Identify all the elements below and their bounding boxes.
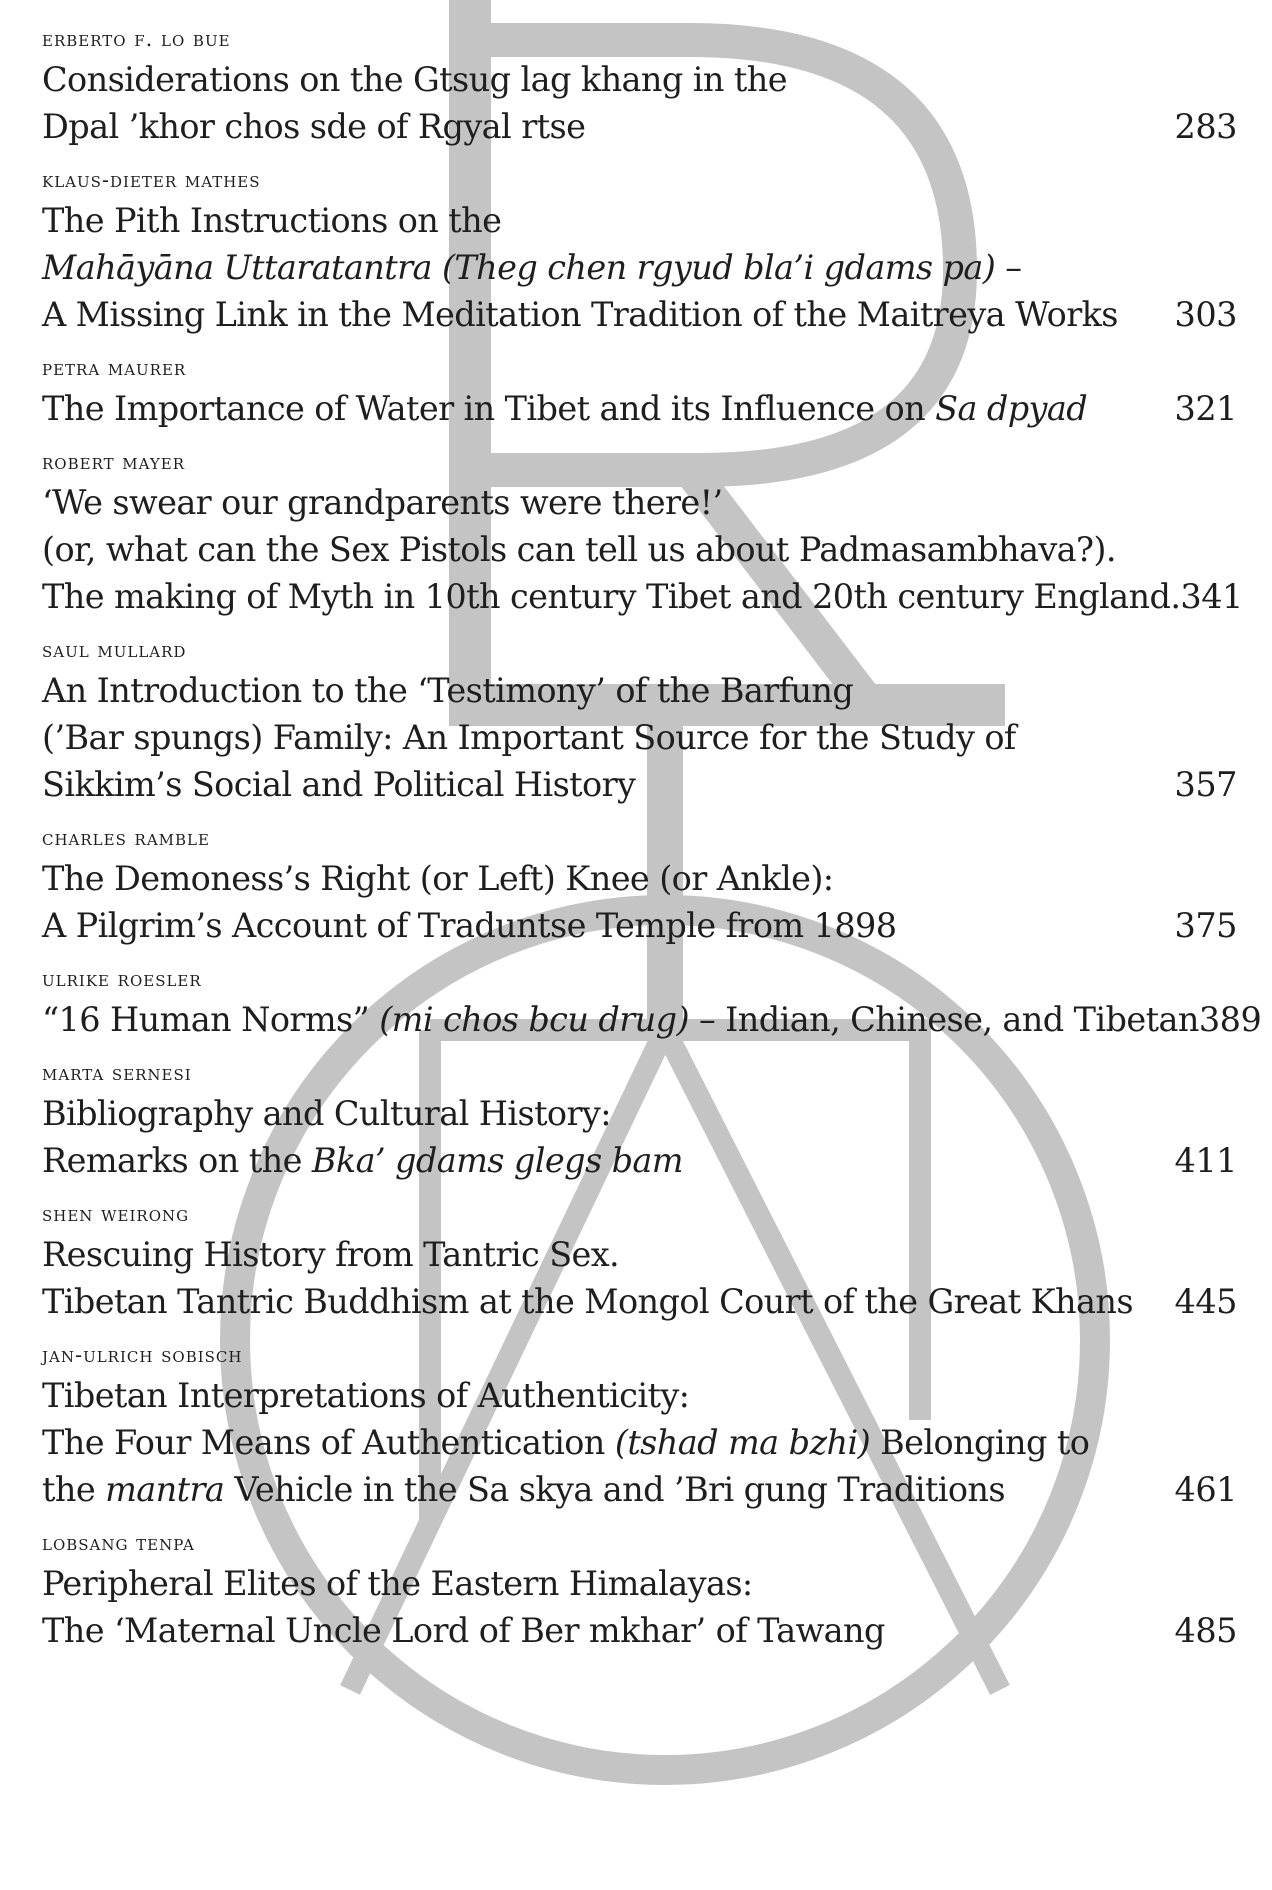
entry-title bbox=[42, 996, 1199, 1043]
entry-title-line bbox=[42, 1372, 1089, 1419]
entry-author: charles ramble bbox=[42, 826, 210, 850]
entry-title-row bbox=[42, 855, 1237, 949]
entry-author: marta sernesi bbox=[42, 1061, 192, 1085]
entry-author: shen weirong bbox=[42, 1202, 190, 1226]
title-segment: A Pilgrim’s Account of Traduntse Temple from 1898 bbox=[42, 906, 897, 945]
title-italic-segment: Mahāyāna Uttaratantra (Theg chen rgyud bla’i gdams pa) bbox=[42, 248, 996, 287]
title-italic-segment: Sa dpyad bbox=[935, 389, 1088, 428]
title-segment: Bibliography and Cultural History: bbox=[42, 1094, 611, 1133]
toc-entry bbox=[42, 22, 1237, 150]
entry-title-line bbox=[42, 902, 896, 949]
title-italic-segment: Bka’ gdams glegs bam bbox=[311, 1141, 683, 1180]
title-segment: ‘We swear our grandparents were there!’ bbox=[42, 483, 723, 522]
entry-title-line bbox=[42, 244, 1118, 291]
entry-page-number: 445 bbox=[1174, 1282, 1237, 1321]
toc-entry bbox=[42, 163, 1237, 338]
entry-author: robert mayer bbox=[42, 450, 186, 474]
title-segment: (’Bar spungs) Family: An Important Source for the Study of bbox=[42, 718, 1016, 757]
entry-page-number: 357 bbox=[1174, 765, 1237, 804]
title-segment: A Missing Link in the Meditation Tradition of the Maitreya Works bbox=[42, 295, 1118, 334]
entry-title-line bbox=[42, 573, 1180, 620]
title-segment: The ‘Maternal Uncle Lord of Ber mkhar’ of Tawang bbox=[42, 1611, 885, 1650]
entry-title-row bbox=[42, 385, 1237, 432]
entry-title-line bbox=[42, 1090, 683, 1137]
toc-entry bbox=[42, 962, 1262, 1043]
title-segment: Peripheral Elites of the Eastern Himalayas: bbox=[42, 1564, 753, 1603]
title-segment: – bbox=[995, 248, 1022, 287]
title-segment: “16 Human Norms” bbox=[42, 1000, 380, 1039]
entry-page-number: 283 bbox=[1174, 107, 1237, 146]
title-segment: Rescuing History from Tantric Sex. bbox=[42, 1235, 620, 1274]
entry-title-line bbox=[42, 479, 1180, 526]
entry-author: lobsang tenpa bbox=[42, 1531, 195, 1555]
title-segment: The Pith Instructions on the bbox=[42, 201, 502, 240]
entry-title-line bbox=[42, 1231, 1133, 1278]
toc-entry bbox=[42, 1338, 1237, 1513]
entry-title-row bbox=[42, 1231, 1237, 1325]
entry-title-line bbox=[42, 855, 896, 902]
toc-entry bbox=[42, 1526, 1237, 1654]
entry-page-number: 375 bbox=[1174, 906, 1237, 945]
table-of-contents bbox=[42, 22, 1262, 1667]
entry-title bbox=[42, 385, 1087, 432]
entry-title-line bbox=[42, 103, 787, 150]
entry-author: saul mullard bbox=[42, 638, 187, 662]
entry-author: ulrike roesler bbox=[42, 967, 202, 991]
toc-entry bbox=[42, 1197, 1237, 1325]
entry-title-row bbox=[42, 667, 1237, 808]
entry-title bbox=[42, 479, 1180, 620]
entry-title-row bbox=[42, 1090, 1237, 1184]
entry-title-line bbox=[42, 667, 1016, 714]
title-italic-segment: (mi chos bcu drug) bbox=[379, 1000, 689, 1039]
entry-author: petra maurer bbox=[42, 356, 187, 380]
entry-title-row bbox=[42, 1560, 1237, 1654]
entry-title bbox=[42, 197, 1118, 338]
entry-title-line bbox=[42, 1560, 885, 1607]
entry-title bbox=[42, 1560, 885, 1654]
entry-page-number: 321 bbox=[1174, 389, 1237, 428]
entry-author: jan-ulrich sobisch bbox=[42, 1343, 243, 1367]
entry-page-number: 461 bbox=[1174, 1470, 1237, 1509]
entry-title-line bbox=[42, 56, 787, 103]
entry-title-row bbox=[42, 56, 1237, 150]
entry-title-line bbox=[42, 385, 1087, 432]
title-segment: – Indian, Chinese, and Tibetan bbox=[688, 1000, 1199, 1039]
entry-title-line bbox=[42, 1137, 683, 1184]
title-segment: Tibetan Tantric Buddhism at the Mongol Court of the Great Khans bbox=[42, 1282, 1133, 1321]
entry-page-number: 411 bbox=[1174, 1141, 1237, 1180]
title-segment: The making of Myth in 10th century Tibet and 20th century England. bbox=[42, 577, 1181, 616]
entry-title bbox=[42, 667, 1016, 808]
entry-title bbox=[42, 855, 896, 949]
entry-title bbox=[42, 1372, 1089, 1513]
entry-title-line bbox=[42, 1466, 1089, 1513]
title-italic-segment: mantra bbox=[105, 1470, 225, 1509]
toc-entry bbox=[42, 351, 1237, 432]
entry-title-line bbox=[42, 996, 1199, 1043]
entry-title-row bbox=[42, 996, 1262, 1043]
entry-author: klaus-dieter mathes bbox=[42, 168, 261, 192]
title-segment: (or, what can the Sex Pistols can tell us about Padmasambhava?). bbox=[42, 530, 1116, 569]
title-segment: Remarks on the bbox=[42, 1141, 312, 1180]
title-segment: Belonging to bbox=[870, 1423, 1090, 1462]
entry-title-line bbox=[42, 291, 1118, 338]
title-segment: An Introduction to the ‘Testimony’ of the Barfung bbox=[42, 671, 854, 710]
entry-title-line bbox=[42, 1419, 1089, 1466]
entry-author: erberto f. lo bue bbox=[42, 27, 231, 51]
title-segment: Tibetan Interpretations of Authenticity: bbox=[42, 1376, 690, 1415]
entry-title-line bbox=[42, 1607, 885, 1654]
entry-title-line bbox=[42, 197, 1118, 244]
entry-title-row bbox=[42, 197, 1237, 338]
title-segment: Vehicle in the Sa skya and ’Bri gung Traditions bbox=[224, 1470, 1005, 1509]
toc-entry bbox=[42, 445, 1243, 620]
entry-title-line bbox=[42, 714, 1016, 761]
entry-title-line bbox=[42, 526, 1180, 573]
entry-title bbox=[42, 1231, 1133, 1325]
title-segment: Considerations on the Gtsug lag khang in the bbox=[42, 60, 787, 99]
title-segment: The Demoness’s Right (or Left) Knee (or Ankle): bbox=[42, 859, 834, 898]
entry-page-number: 485 bbox=[1174, 1611, 1237, 1650]
entry-title bbox=[42, 56, 787, 150]
title-italic-segment: (tshad ma bzhi) bbox=[614, 1423, 871, 1462]
entry-page-number: 389 bbox=[1198, 1000, 1262, 1039]
title-segment: The Four Means of Authentication bbox=[42, 1423, 615, 1462]
entry-page-number: 303 bbox=[1174, 295, 1237, 334]
entry-title bbox=[42, 1090, 683, 1184]
title-segment: Dpal ’khor chos sde of Rgyal rtse bbox=[42, 107, 586, 146]
title-segment: The Importance of Water in Tibet and its Influence on bbox=[42, 389, 936, 428]
entry-title-row bbox=[42, 479, 1243, 620]
toc-entry bbox=[42, 633, 1237, 808]
title-segment: the bbox=[42, 1470, 106, 1509]
toc-entry bbox=[42, 821, 1237, 949]
entry-title-line bbox=[42, 761, 1016, 808]
title-segment: Sikkim’s Social and Political History bbox=[42, 765, 636, 804]
entry-title-row bbox=[42, 1372, 1237, 1513]
entry-title-line bbox=[42, 1278, 1133, 1325]
entry-page-number: 341 bbox=[1180, 577, 1243, 616]
toc-entry bbox=[42, 1056, 1237, 1184]
